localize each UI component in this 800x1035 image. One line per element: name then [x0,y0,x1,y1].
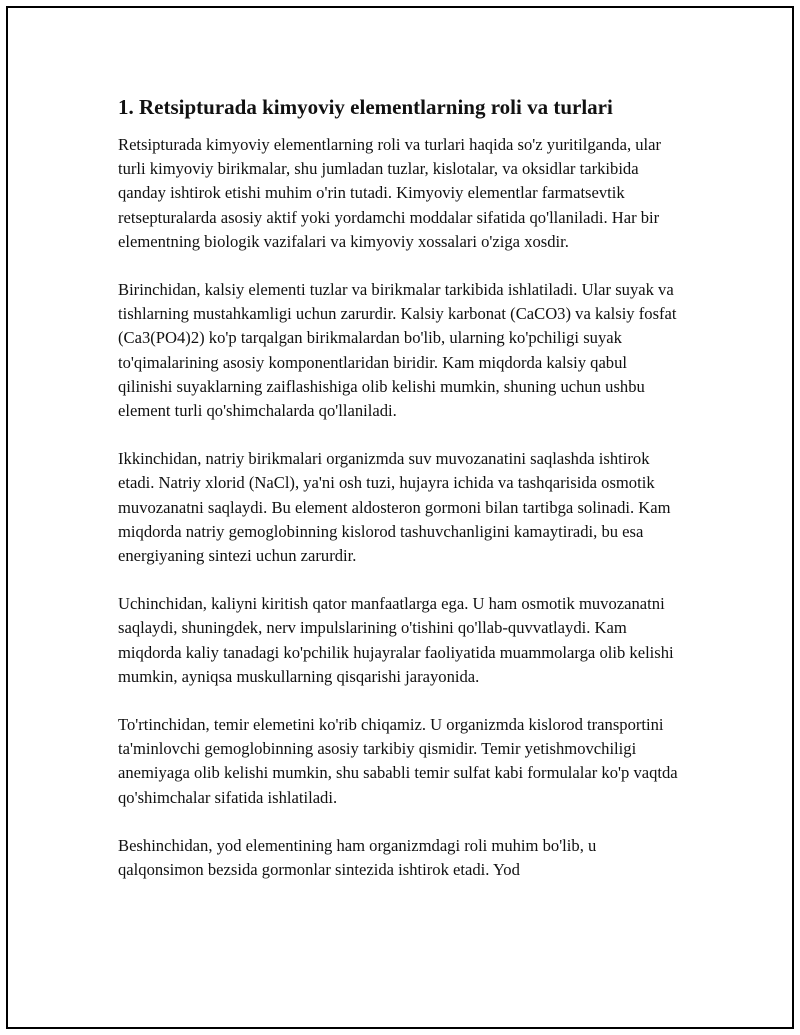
document-body [118,91,678,906]
paragraph-intro: Retsipturada kimyoviy elementlarning roli va turlari haqida so'z yuritilganda, ular turli kimyoviy birikmalar, shu jumladan tuzlar, kislotalar, va oksidlar tarkibida qanday ishtirok etishi muhim o'rin tutadi. Kimyoviy elementlar farmatsevtik retsepturalarda asosiy aktif yoki yordamchi moddalar sifatida qo'llaniladi. Har bir elementning biologik vazifalari va kimyoviy xossalari o'ziga xosdir. [118,135,662,251]
paragraph-potassium: Uchinchidan, kaliyni kiritish qator manfaatlarga ega. U ham osmotik muvozanatni saqlaydi, shuningdek, nerv impulslarining o'tishini qo'llab-quvvatlaydi. Kam miqdorda kaliy tanadagi ko'pchilik hujayralar faoliyatida muammolarga olib kelishi mumkin, ayniqsa muskullarning qisqarishi jarayonida. [118,594,674,686]
section-heading: 1. Retsipturada kimyoviy elementlarning roli va turlari [118,95,613,119]
paragraph-calcium: Birinchidan, kalsiy elementi tuzlar va birikmalar tarkibida ishlatiladi. Ular suyak va tishlarning mustahkamligi uchun zarurdir. Kalsiy karbonat (CaCO3) va kalsiy fosfat (Ca3(PO4)2) ko'p tarqalgan birikmalardan bo'lib, ularning ko'pchiligi suyak to'qimalarining asosiy komponentlaridan biridir. Kam miqdorda kalsiy qabul qilinishi suyaklarning zaiflashishiga olib kelishi mumkin, shuning uchun ushbu element turli qo'shimchalarda qo'llaniladi. [118,280,677,421]
paragraph-iron: To'rtinchidan, temir elemetini ko'rib chiqamiz. U organizmda kislorod transportini ta'minlovchi gemoglobinning asosiy tarkibiy qismidir. Temir yetishmovchiligi anemiyaga olib kelishi mumkin, shu sababli temir sulfat kabi formulalar ko'p vaqtda qo'shimchalar sifatida ishlatiladi. [118,715,678,807]
paragraph-sodium: Ikkinchidan, natriy birikmalari organizmda suv muvozanatini saqlashda ishtirok etadi. Natriy xlorid (NaCl), ya'ni osh tuzi, hujayra ichida va tashqarisida osmotik muvozanatni saqlaydi. Bu element aldosteron gormoni bilan tartibga solinadi. Kam miqdorda natriy gemoglobinning kislorod tashuvchanligini kamaytiradi, bu esa energiyaning sintezi uchun zarurdir. [118,449,671,566]
paragraph-iodine: Beshinchidan, yod elementining ham organizmdagi roli muhim bo'lib, u qalqonsimon bezsida gormonlar sintezida ishtirok etadi. Yod [118,835,597,880]
